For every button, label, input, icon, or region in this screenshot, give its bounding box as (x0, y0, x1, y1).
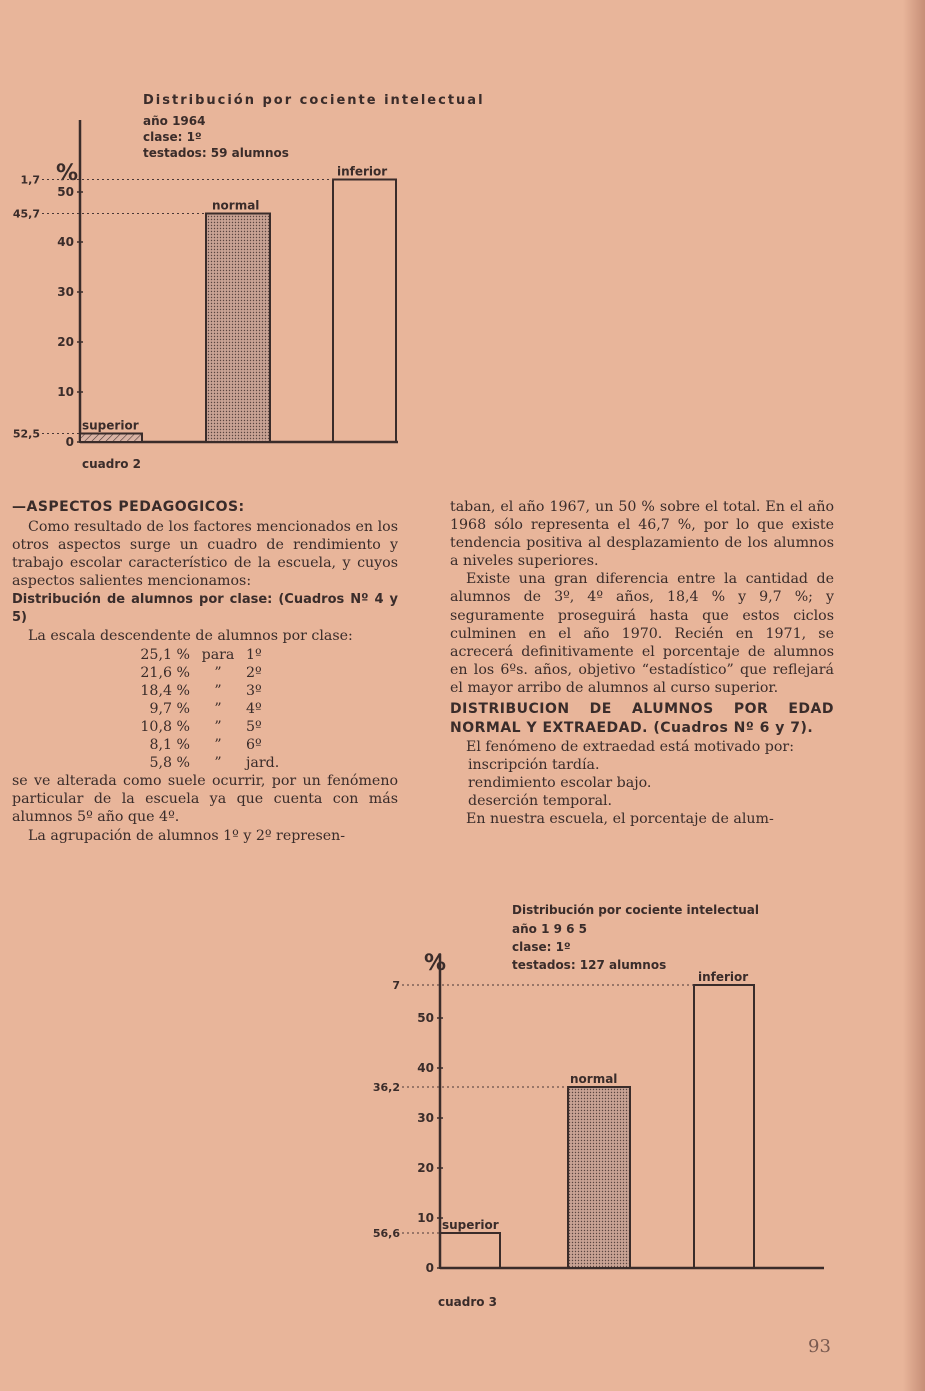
scale-para: ” (214, 664, 222, 681)
cause-list (450, 756, 834, 810)
subheading-distribucion-clase: Distribución de alumnos por clase: (Cuadros Nº 4 y 5) (12, 592, 398, 626)
reference-value-label: 52,5 (12, 427, 40, 441)
class-scale-table (12, 646, 398, 773)
y-tick-label: 0 (65, 435, 74, 449)
paragraph: taban, el año 1967, un 50 % sobre el total. En el año 1968 sólo representa el 46,7 %, por lo que existe tendencia positiva al desplazamiento de los alumnos a niveles superiores. (450, 499, 834, 570)
chart-subtitle-line: testados: 59 alumnos (143, 146, 289, 160)
scale-class: 2º (246, 664, 262, 681)
y-tick-label: 40 (57, 235, 74, 249)
chart-cuadro-2 (0, 80, 485, 480)
scale-para: ” (214, 755, 222, 772)
scale-percent: 25,1 % (140, 646, 190, 663)
scale-row (12, 700, 398, 718)
paragraph: se ve alterada como suele ocurrir, por un fenómeno particular de la escuela ya que cuenta con más alumnos 5º año que 4º. (12, 773, 398, 826)
scale-class: 1º (246, 646, 262, 663)
chart-title: Distribución por cociente intelectual (512, 903, 759, 917)
y-tick-label: 10 (57, 385, 74, 399)
y-tick-label: 30 (417, 1111, 434, 1125)
right-column (450, 498, 834, 829)
y-tick-label: 20 (57, 335, 74, 349)
scale-percent: 21,6 % (140, 664, 190, 681)
scale-class: 5º (246, 718, 262, 735)
paragraph: En nuestra escuela, el porcentaje de alum- (466, 811, 774, 828)
y-tick-label: 50 (57, 185, 74, 199)
bar-category-label: inferior (698, 970, 749, 984)
scale-class: 6º (246, 737, 262, 754)
section-heading-distribucion-edad: DISTRIBUCION DE ALUMNOS POR EDAD NORMAL Y EXTRAEDAD. (Cuadros Nº 6 y 7). (450, 701, 834, 737)
y-tick-label: 30 (57, 285, 74, 299)
chart-subtitle-line: año 1964 (143, 114, 206, 128)
scale-para: para (201, 646, 235, 663)
chart-caption: cuadro 3 (438, 1295, 498, 1309)
reference-value-label: 56,6 (372, 1227, 400, 1240)
bar-inferior (694, 985, 754, 1268)
reference-value-label: 7 (392, 979, 400, 992)
chart-cuadro-3-svg (340, 890, 840, 1330)
bar-normal (568, 1087, 630, 1268)
reference-value-label: 1,7 (20, 173, 40, 187)
bar-superior (440, 1233, 500, 1268)
y-axis-label: % (424, 951, 447, 976)
bar-category-label: normal (570, 1072, 618, 1086)
scale-row (12, 682, 398, 700)
scale-percent: 8,1 % (149, 737, 190, 754)
y-tick-label: 40 (417, 1061, 434, 1075)
chart-caption: cuadro 2 (82, 457, 142, 471)
scale-row (12, 646, 398, 664)
bar-superior (80, 434, 142, 443)
bar-category-label: normal (212, 198, 260, 213)
cause-list-item: deserción temporal. (468, 793, 613, 810)
scale-class: 3º (246, 682, 262, 699)
reference-value-label: 36,2 (372, 1081, 400, 1094)
reference-value-label: 45,7 (12, 207, 40, 221)
chart-cuadro-2-svg (0, 80, 485, 480)
scale-class: jard. (246, 755, 280, 772)
chart-cuadro-3 (340, 890, 840, 1330)
scale-row (12, 754, 398, 772)
page-number: 93 (808, 1336, 831, 1357)
scale-percent: 10,8 % (140, 718, 190, 735)
scale-para: ” (214, 718, 222, 735)
scale-para: ” (214, 700, 222, 717)
y-tick-label: 10 (417, 1211, 434, 1225)
scale-percent: 18,4 % (140, 682, 190, 699)
section-heading-aspectos: —ASPECTOS PEDAGOGICOS: (12, 499, 245, 515)
paragraph: El fenómeno de extraedad está motivado por: (466, 739, 794, 756)
bar-normal (206, 214, 270, 443)
page-edge-shadow (903, 0, 925, 1391)
y-tick-label: 0 (425, 1261, 434, 1275)
y-tick-label: 20 (417, 1161, 434, 1175)
scale-percent: 9,7 % (149, 700, 190, 717)
bar-inferior (333, 180, 396, 443)
paragraph: La agrupación de alumnos 1º y 2º represen- (28, 827, 346, 844)
scale-class: 4º (246, 700, 262, 717)
scale-row (12, 736, 398, 754)
scale-row (12, 718, 398, 736)
chart-subtitle-line: clase: 1º (512, 940, 571, 954)
scale-para: ” (214, 682, 222, 699)
bar-category-label: superior (442, 1218, 499, 1232)
paragraph: Existe una gran diferencia entre la cantidad de alumnos de 3º, 4º años, 18,4 % y 9,7 %; y seguramente proseguirá hasta que estos ciclos culminen en el año 1970. Recién en 1971, se acrecerá definitivamente el porcentaje de alumnos en los 6ºs. años, objetivo “estadístico” que reflejará el mayor arribo de alumnos al curso superior. (450, 571, 834, 696)
y-axis-label: % (56, 161, 79, 186)
y-tick-label: 50 (417, 1011, 434, 1025)
chart-subtitle-line: clase: 1º (143, 130, 202, 144)
cause-list-item: inscripción tardía. (468, 757, 600, 774)
bar-category-label: inferior (337, 164, 388, 179)
bar-category-label: superior (82, 418, 139, 433)
paragraph: La escala descendente de alumnos por clase: (28, 628, 353, 645)
paragraph: Como resultado de los factores mencionados en los otros aspectos surge un cuadro de rendimiento y trabajo escolar característico de la escuela, y cuyos aspectos salientes mencionamos: (12, 519, 398, 590)
scale-para: ” (214, 737, 222, 754)
scale-row (12, 664, 398, 682)
scale-percent: 5,8 % (149, 755, 190, 772)
chart-subtitle-line: año 1 9 6 5 (512, 922, 587, 936)
chart-subtitle-line: testados: 127 alumnos (512, 958, 667, 972)
chart-title: Distribución por cociente intelectual (143, 93, 485, 108)
cause-list-item: rendimiento escolar bajo. (468, 775, 652, 792)
left-column (12, 498, 398, 845)
